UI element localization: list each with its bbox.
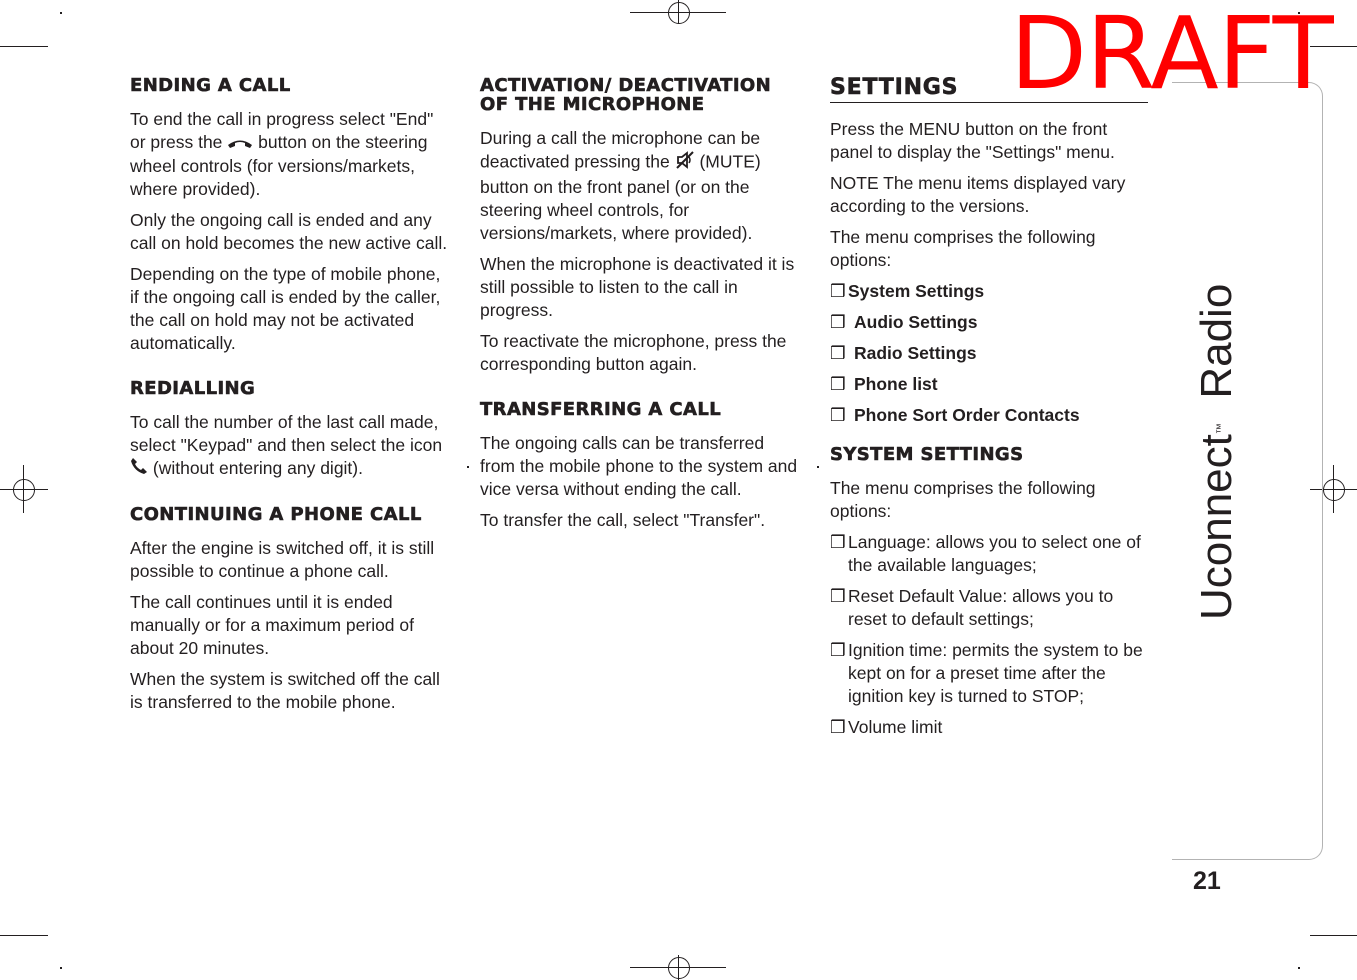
column-2 bbox=[480, 76, 802, 540]
list-item: ❒ Radio Settings bbox=[830, 343, 977, 363]
checkbox-bullet-icon: ❒ bbox=[830, 374, 846, 394]
checkbox-bullet-icon: ❒ bbox=[830, 312, 846, 332]
crop-mark bbox=[1333, 465, 1334, 513]
list-item: ❒ Phone Sort Order Contacts bbox=[830, 405, 1080, 425]
paragraph: During a call the microphone can be deactivated pressing the (MUTE) button on the front panel (or on the steering wheel controls, for versions/markets, where provided). bbox=[480, 128, 761, 243]
trim-dot bbox=[60, 967, 62, 969]
list-item: ❒ Phone list bbox=[830, 374, 938, 394]
heading-redialling: REDIALLING bbox=[130, 377, 256, 399]
registration-mark bbox=[1323, 479, 1345, 501]
list-item: ❒ System Settings bbox=[830, 281, 985, 301]
list-item: ❒ Volume limit bbox=[830, 717, 943, 737]
registration-mark bbox=[13, 479, 35, 501]
checkbox-bullet-icon: ❒ bbox=[830, 405, 846, 425]
page-number: 21 bbox=[1193, 867, 1221, 895]
trim-dot bbox=[467, 466, 469, 468]
paragraph: The ongoing calls can be transferred from the mobile phone to the system and vice versa without ending the call. bbox=[480, 433, 798, 499]
paragraph: When the system is switched off the call is transferred to the mobile phone. bbox=[130, 669, 440, 713]
list-item: ❒ Reset Default Value: allows you to reset to default settings; bbox=[830, 586, 1114, 629]
side-title: Uconnect™ Radio bbox=[1192, 283, 1241, 620]
paragraph: Press the MENU button on the front panel to display the "Settings" menu. bbox=[830, 119, 1115, 162]
heading-settings: SETTINGS bbox=[830, 76, 1148, 103]
draft-watermark: DRAFT bbox=[1010, 0, 1333, 112]
column-1 bbox=[130, 76, 452, 722]
paragraph: The call continues until it is ended manually or for a maximum period of about 20 minutes. bbox=[130, 592, 414, 659]
paragraph: The menu comprises the following options: bbox=[830, 227, 1096, 270]
paragraph: Depending on the type of mobile phone, if the ongoing call is ended by the caller, the call on hold may not be activated automatically. bbox=[130, 263, 441, 353]
mute-icon bbox=[675, 150, 695, 176]
crop-mark bbox=[1310, 935, 1357, 936]
list-item: ❒ Language: allows you to select one of the available languages; bbox=[830, 532, 1141, 575]
end-call-icon bbox=[227, 132, 253, 155]
crop-mark bbox=[0, 46, 48, 47]
trim-dot bbox=[60, 12, 62, 14]
list-item: ❒ Ignition time: permits the system to be kept on for a preset time after the ignition key is turned to STOP; bbox=[830, 640, 1143, 706]
checkbox-bullet-icon: ❒ bbox=[830, 717, 846, 737]
checkbox-bullet-icon: ❒ bbox=[830, 640, 846, 660]
paragraph: The menu comprises the following options: bbox=[830, 478, 1096, 521]
heading-transferring-call: TRANSFERRING A CALL bbox=[480, 399, 722, 420]
registration-mark bbox=[668, 2, 690, 24]
heading-system-settings: SYSTEM SETTINGS bbox=[830, 444, 1024, 465]
paragraph: To transfer the call, select "Transfer". bbox=[480, 510, 766, 530]
crop-mark bbox=[0, 935, 48, 936]
trim-dot bbox=[1298, 967, 1300, 969]
paragraph: After the engine is switched off, it is still possible to continue a phone call. bbox=[130, 538, 435, 582]
column-3 bbox=[830, 76, 1148, 747]
list-item: ❒ Audio Settings bbox=[830, 312, 978, 332]
crop-mark bbox=[23, 465, 24, 513]
registration-mark bbox=[668, 957, 690, 979]
checkbox-bullet-icon: ❒ bbox=[830, 586, 846, 606]
heading-continuing-call: CONTINUING A PHONE CALL bbox=[130, 504, 422, 526]
crop-mark bbox=[678, 0, 679, 24]
checkbox-bullet-icon: ❒ bbox=[830, 281, 846, 301]
checkbox-bullet-icon: ❒ bbox=[830, 343, 846, 363]
checkbox-bullet-icon: ❒ bbox=[830, 532, 846, 552]
crop-mark bbox=[678, 955, 679, 980]
paragraph: To reactivate the microphone, press the corresponding button again. bbox=[480, 331, 787, 374]
phone-icon bbox=[130, 457, 148, 481]
heading-ending-call: ENDING A CALL bbox=[130, 75, 291, 96]
heading-microphone: ACTIVATION/ DEACTIVATION OF THE MICROPHONE bbox=[480, 75, 772, 115]
paragraph: NOTE The menu items displayed vary according to the versions. bbox=[830, 173, 1126, 216]
paragraph: To end the call in progress select "End" or press the button on the steering wheel controls (for versions/markets, where provided). bbox=[130, 109, 434, 199]
paragraph: When the microphone is deactivated it is still possible to listen to the call in progress. bbox=[480, 254, 795, 320]
paragraph: To call the number of the last call made, select "Keypad" and then select the icon (without entering any digit). bbox=[130, 411, 452, 481]
paragraph: Only the ongoing call is ended and any call on hold becomes the new active call. bbox=[130, 209, 448, 253]
trim-dot bbox=[817, 466, 819, 468]
